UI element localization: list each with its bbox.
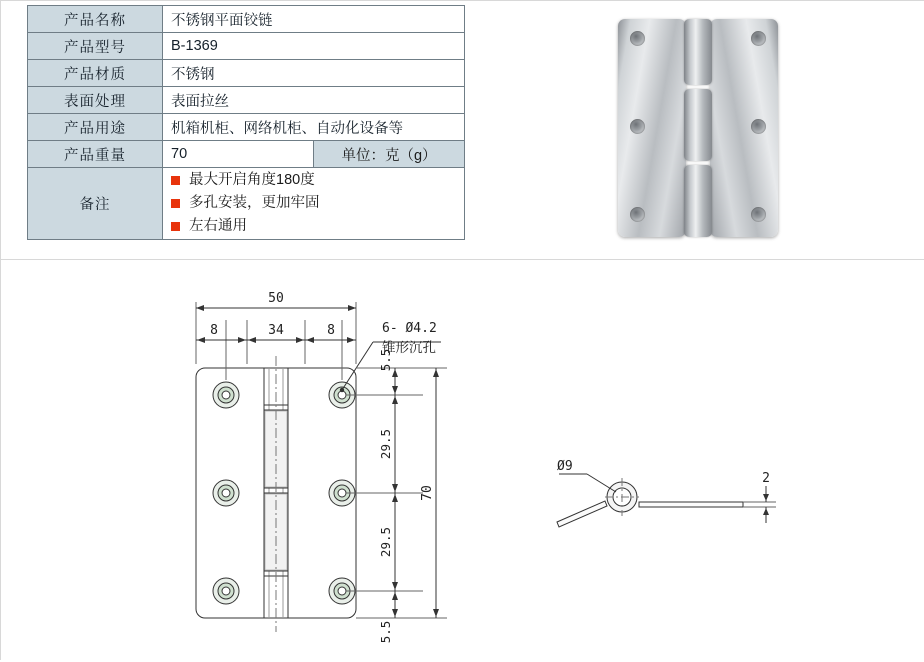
spec-label-model: 产品型号 — [28, 33, 163, 60]
hinge-knuckle — [684, 89, 712, 161]
screw-hole-icon — [751, 31, 766, 46]
table-row — [28, 6, 465, 33]
note-item — [171, 193, 456, 214]
note-text: 最大开启角度180度 — [189, 172, 315, 188]
square-bullet-icon — [171, 199, 180, 208]
dim-top-edge: 5.5 — [378, 348, 393, 372]
spec-unit-label: 单位：克（g） — [314, 141, 465, 168]
callout-hole-type: 锥形沉孔 — [382, 340, 436, 356]
dim-gap-upper: 29.5 — [378, 428, 393, 460]
hinge-knuckle — [684, 165, 712, 237]
dim-bottom-edge: 5.5 — [378, 620, 393, 644]
spec-value-finish: 表面拉丝 — [163, 87, 465, 114]
hinge-knuckle-column — [684, 19, 712, 237]
spec-value-usage: 机箱机柜、网络机柜、自动化设备等 — [163, 114, 465, 141]
table-row — [28, 87, 465, 114]
table-row — [28, 33, 465, 60]
product-photo-panel — [465, 1, 924, 259]
screw-hole-icon — [751, 119, 766, 134]
technical-drawing — [1, 260, 924, 660]
spec-label-notes: 备注 — [28, 168, 163, 240]
spec-label-weight: 产品重量 — [28, 141, 163, 168]
spec-label-material: 产品材质 — [28, 60, 163, 87]
table-row — [28, 60, 465, 87]
screw-hole-icon — [630, 207, 645, 222]
spec-value-model: B-1369 — [163, 33, 465, 60]
square-bullet-icon — [171, 222, 180, 231]
note-item — [171, 170, 456, 191]
spec-label-finish: 表面处理 — [28, 87, 163, 114]
specification-table — [27, 5, 465, 240]
screw-hole-icon — [751, 207, 766, 222]
hinge-knuckle — [684, 19, 712, 85]
spec-label-usage: 产品用途 — [28, 114, 163, 141]
technical-drawing-section — [1, 259, 924, 662]
table-row — [28, 168, 465, 240]
square-bullet-icon — [171, 176, 180, 185]
dim-gap-lower: 29.5 — [378, 526, 393, 558]
hinge-photo — [618, 19, 778, 237]
dim-left-edge: 8 — [210, 323, 218, 338]
callout-hole-spec: 6- Ø4.2 — [382, 321, 437, 336]
screw-hole-icon — [630, 31, 645, 46]
dim-pin-diameter: Ø9 — [557, 459, 573, 474]
note-text: 左右通用 — [189, 218, 247, 234]
top-section — [1, 1, 924, 259]
dim-total-width: 50 — [268, 291, 284, 306]
spec-label-name: 产品名称 — [28, 6, 163, 33]
dim-right-edge: 8 — [327, 323, 335, 338]
note-item — [171, 216, 456, 237]
table-row — [28, 141, 465, 168]
hinge-left-leaf — [618, 19, 686, 237]
specification-panel — [1, 1, 465, 259]
spec-value-material: 不锈钢 — [163, 60, 465, 87]
spec-value-weight: 70 — [163, 141, 314, 168]
dim-thickness: 2 — [762, 471, 770, 486]
screw-hole-icon — [630, 119, 645, 134]
spec-value-name: 不锈钢平面铰链 — [163, 6, 465, 33]
note-text: 多孔安装，更加牢固 — [189, 195, 320, 211]
spec-value-notes — [163, 168, 465, 240]
hinge-right-leaf — [710, 19, 778, 237]
dim-total-height: 70 — [420, 485, 435, 501]
dim-middle: 34 — [268, 323, 284, 338]
table-row — [28, 114, 465, 141]
